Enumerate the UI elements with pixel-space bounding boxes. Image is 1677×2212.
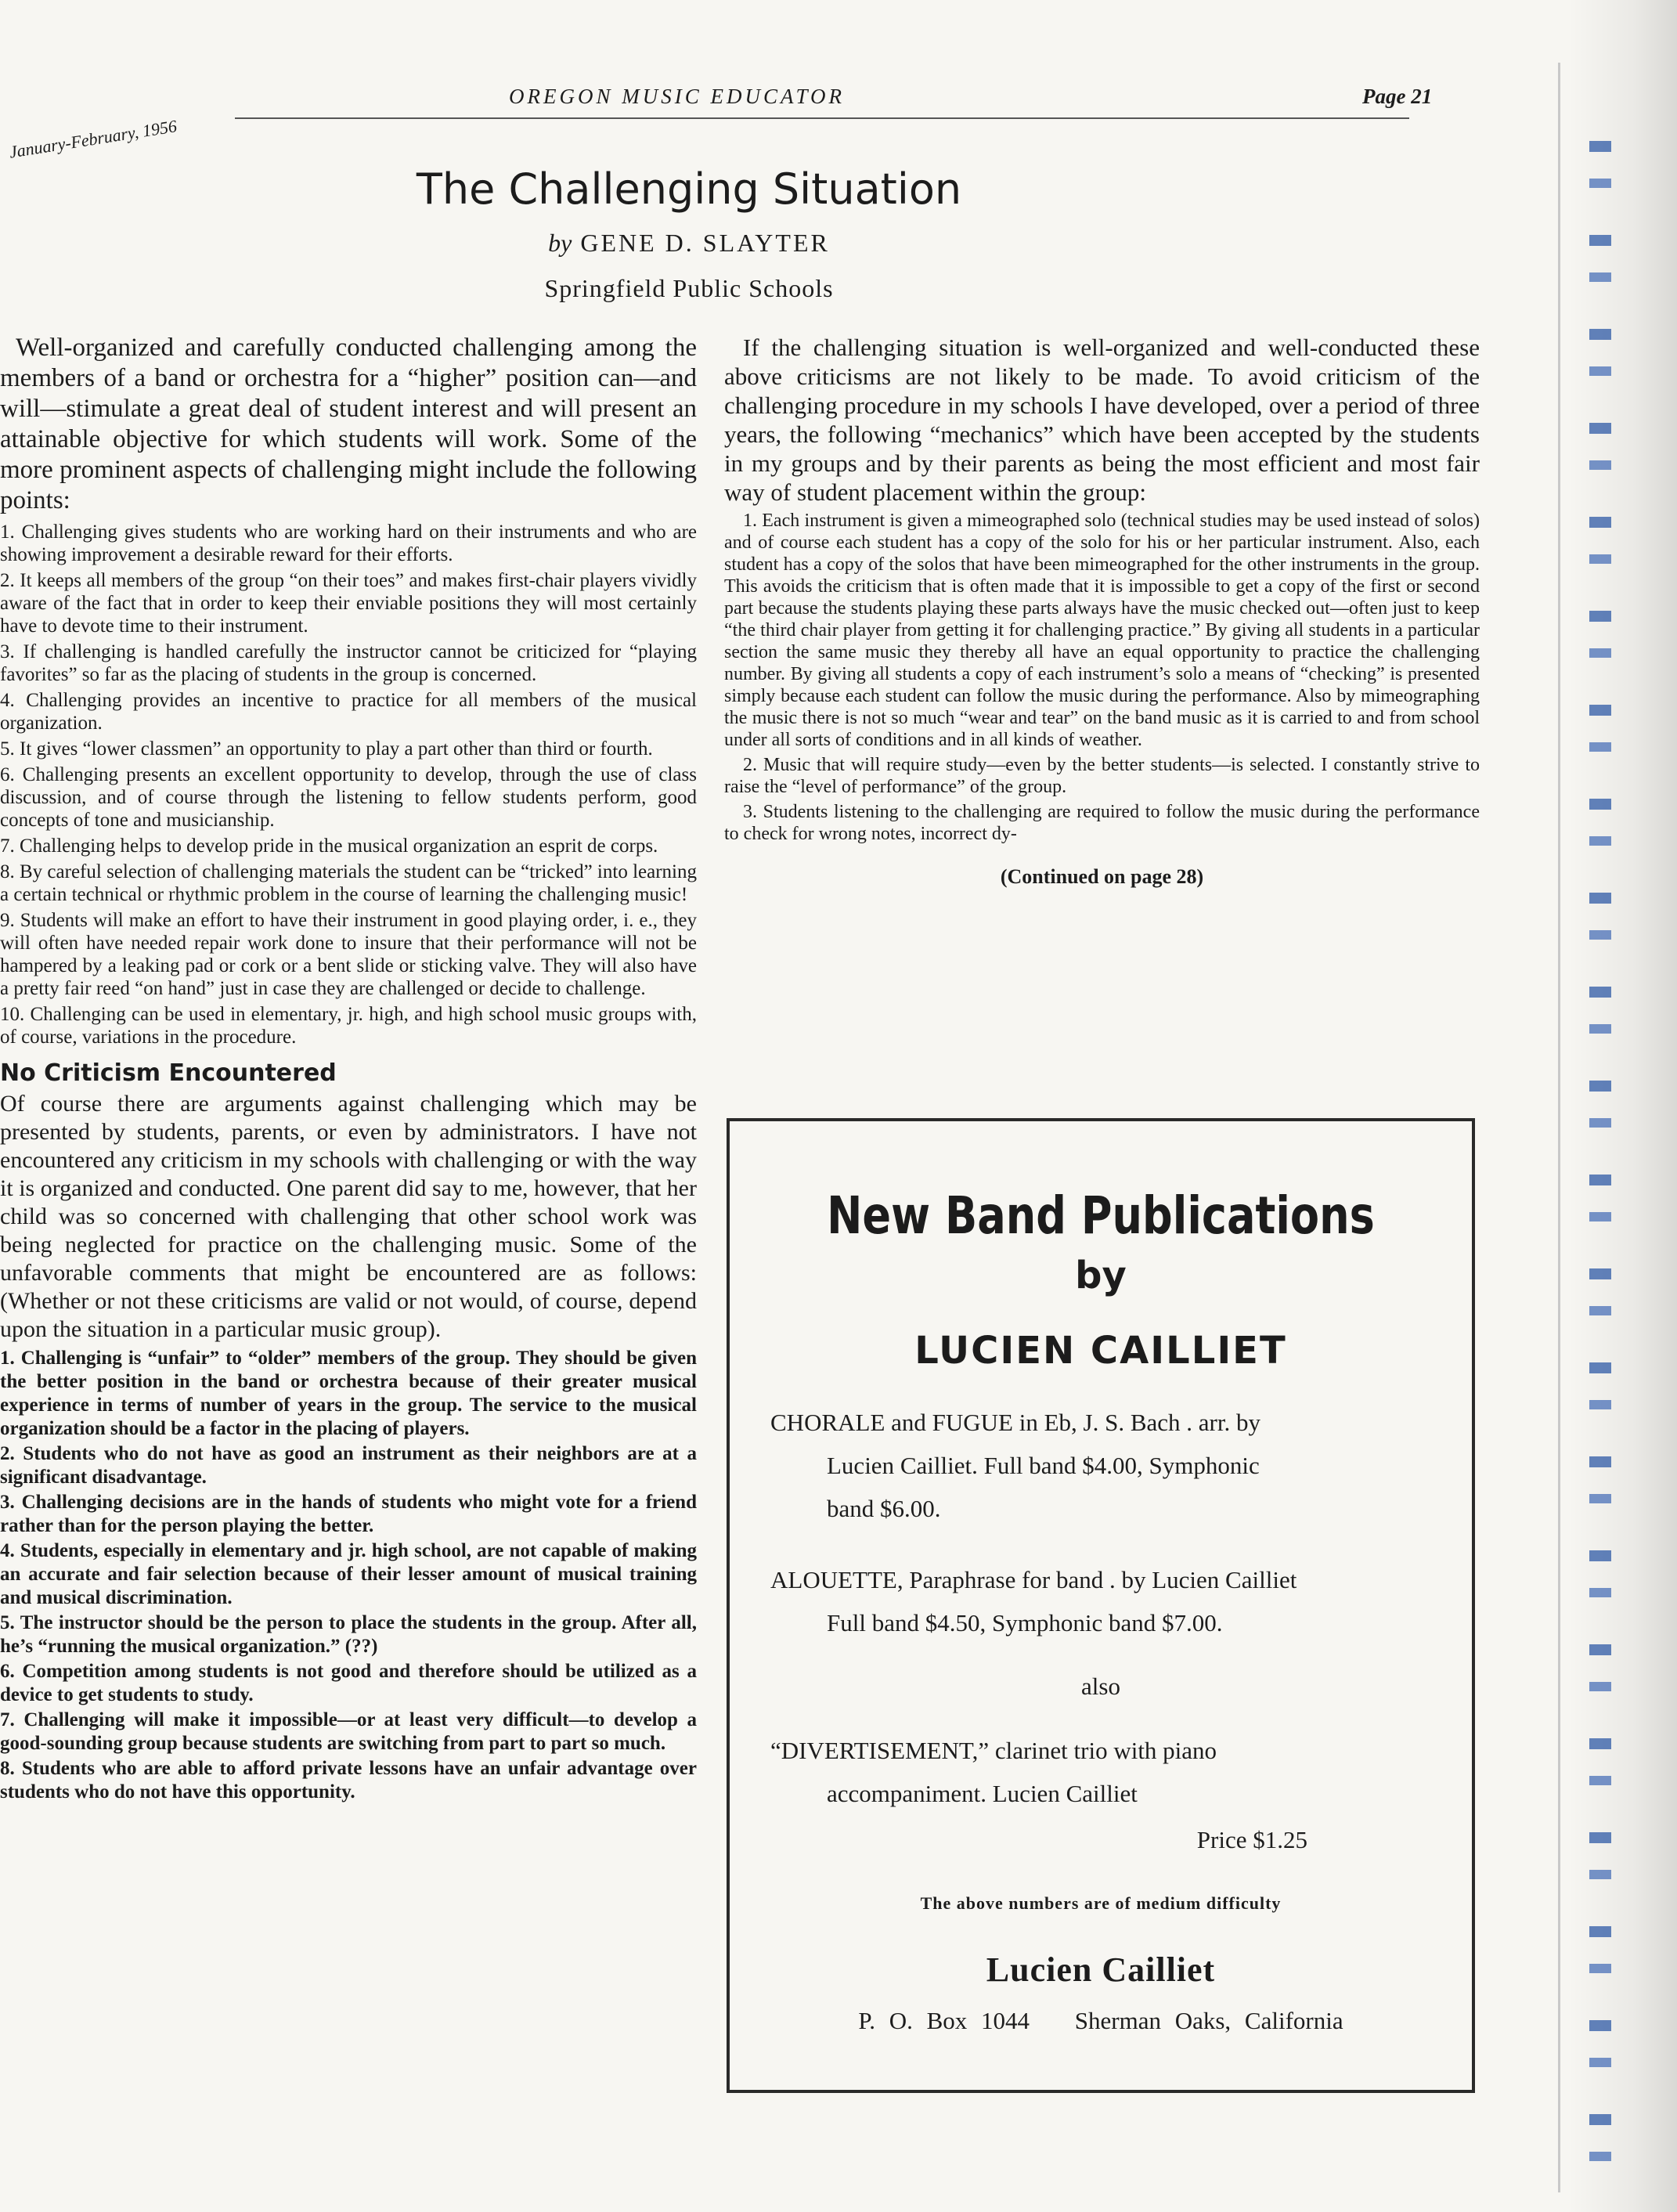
ad-item-line: accompaniment. Lucien Cailliet xyxy=(827,1780,1138,1807)
mechanics-item: 3. Students listening to the challenging are required to follow the music during the performance to check for wrong notes, incorrect dy- xyxy=(724,802,1480,844)
ad-address xyxy=(730,2007,1472,2035)
ad-by: by xyxy=(1075,1254,1127,1297)
objection-item: 2. Students who do not have as good an instrument as their neighbors are at a significant disadvantage. xyxy=(0,1443,697,1488)
ad-title: New Band Publications xyxy=(827,1185,1375,1246)
point-item: 7. Challenging helps to develop pride in the musical organization an esprit de corps. xyxy=(0,835,658,857)
byline xyxy=(298,229,1080,258)
issue-date: January-February, 1956 xyxy=(8,116,179,162)
point-item: 3. If challenging is handled carefully the instructor cannot be criticized for “playing favorites” so far as the placing of students in the group is concerned. xyxy=(0,641,697,685)
point-item: 10. Challenging can be used in elementary, jr. high, and high school music groups with, of course, variations in the procedure. xyxy=(0,1004,697,1048)
continued-note: (Continued on page 28) xyxy=(1000,865,1204,888)
section-subhead: No Criticism Encountered xyxy=(0,1059,337,1087)
adjacent-page-strip xyxy=(1589,141,1611,2177)
ad-item-divertisement xyxy=(770,1729,1441,1815)
ad-item-alouette xyxy=(770,1558,1441,1644)
intro-paragraph: Well-organized and carefully conducted challenging among the members of a band or orchestra for a “higher” position can—and will—stimulate a great deal of student interest and will present an attainable objective for which students will work. Some of the more prominent aspects of challenging might include the following points: xyxy=(0,334,697,514)
left-column xyxy=(0,333,697,1806)
page-gutter-line xyxy=(1558,63,1560,2192)
ad-po-box: P. O. Box 1044 xyxy=(858,2007,1030,2034)
objection-item: 7. Challenging will make it impossible—or at least very difficult—to develop a good-sounding group because students are switching from part to part so much. xyxy=(0,1709,697,1754)
advertisement-box xyxy=(727,1118,1475,2093)
point-item: 5. It gives “lower classmen” an opportunity to play a part other than third or fourth. xyxy=(0,738,653,760)
page-number: Page 21 xyxy=(1362,85,1433,108)
ad-item-line: Full band $4.50, Symphonic band $7.00. xyxy=(827,1609,1223,1636)
point-item: 2. It keeps all members of the group “on their toes” and makes first-chair players vividly aware of the fact that in order to keep their enviable positions they will most certainly have to devote time to their instrument. xyxy=(0,570,697,637)
point-item: 4. Challenging provides an incentive to practice for all members of the musical organization. xyxy=(0,690,697,734)
page-edge-shadow xyxy=(1567,0,1677,2212)
objection-item: 3. Challenging decisions are in the hands of students who might vote for a friend rather than for the person playing the better. xyxy=(0,1492,697,1536)
objection-item: 1. Challenging is “unfair” to “older” members of the group. They should be given the better position in the band or orchestra because of their greater musical experience in terms of number of years in the group. The service to the musical organization should be a factor in the placing of players. xyxy=(0,1348,697,1439)
point-item: 9. Students will make an effort to have their instrument in good playing order, i. e., they will often have needed repair work done to insure that their performance will not be hampered by a leaking pad or cork or a bent slide or sticking valve. They will also have a pretty fair reed “on hand” just in case they are challenged or decide to challenge. xyxy=(0,910,697,999)
right-column xyxy=(724,333,1480,889)
criticism-paragraph: Of course there are arguments against challenging which may be presented by students, parents, or even by administrators. I have not encountered any criticism in my schools with challenging or with the way it is organized and conducted. One parent did say to me, however, that her child was so concerned with challenging that other school work was being neglected for practice on the challenging music. Some of the unfavorable comments that might be encountered are as follows: (Whether or not these criticisms are valid or not would, of course, depend upon the situation in a particular music group). xyxy=(0,1091,697,1342)
ad-difficulty-note: The above numbers are of medium difficulty xyxy=(920,1893,1282,1913)
mechanics-intro: If the challenging situation is well-organized and well-conducted these above criticisms are not likely to be made. To avoid criticism of the challenging procedure in my schools I have developed, over a period of three years, the following “mechanics” which have been accepted by the students in my groups and by their parents as being the most efficient and most fair way of student placement within the group: xyxy=(724,334,1480,506)
objection-item: 8. Students who are able to afford private lessons have an unfair advantage over students who do not have this opportunity. xyxy=(0,1758,697,1802)
ad-item-line: band $6.00. xyxy=(827,1495,941,1522)
ad-item-line: CHORALE and FUGUE in Eb, J. S. Bach . arr. by xyxy=(770,1409,1260,1436)
ad-composer: LUCIEN CAILLIET xyxy=(914,1329,1287,1373)
ad-city: Sherman Oaks, California xyxy=(1074,2007,1343,2034)
ad-item-line: ALOUETTE, Paraphrase for band . by Lucien Cailliet xyxy=(770,1566,1297,1593)
header-rule xyxy=(235,117,1409,119)
ad-item-chorale xyxy=(770,1401,1441,1530)
ad-price: Price $1.25 xyxy=(1196,1826,1307,1853)
point-item: 1. Challenging gives students who are working hard on their instruments and who are showing improvement a desirable reward for their efforts. xyxy=(0,521,697,565)
ad-item-line: “DIVERTISEMENT,” clarinet trio with piano xyxy=(770,1737,1217,1764)
objection-item: 6. Competition among students is not good and therefore should be utilized as a device to get students to study. xyxy=(0,1661,697,1705)
point-item: 6. Challenging presents an excellent opportunity to develop, through the use of class discussion, and of course through the listening to fellow students perform, good concepts of tone and musicianship. xyxy=(0,764,697,831)
ad-item-line: Lucien Cailliet. Full band $4.00, Symphonic xyxy=(827,1452,1260,1479)
point-item: 8. By careful selection of challenging materials the student can be “tricked” into learning a certain technical or rhythmic problem in the course of learning the challenging music! xyxy=(0,861,697,905)
ad-publisher: Lucien Cailliet xyxy=(986,1950,1216,1989)
objection-item: 4. Students, especially in elementary and jr. high school, are not capable of making an accurate and fair selection because of their lesser amount of musical training and musical discrimination. xyxy=(0,1540,697,1608)
article-title: The Challenging Situation xyxy=(416,164,962,214)
mechanics-item: 2. Music that will require study—even by the better students—is selected. I constantly strive to raise the “level of performance” of the group. xyxy=(724,755,1480,797)
mechanics-item: 1. Each instrument is given a mimeographed solo (technical studies may be used instead of solos) and of course each student has a copy of the solo for his or her particular instrument. Also, each student has a copy of the solos that have been mimeographed for the other instruments in the group. This avoids the criticism that is often made that it is impossible to get a copy of the first or second part because the students playing these parts always have the music checked out—often just to keep “the third chair player from getting it for challenging practice.” By giving all students in a particular section the same music they thereby all have an equal opportunity to practice the challenging number. By giving all students a copy of each instrument’s solo a means of “checking” is presented simply because each student can follow the music during the performance. Also by mimeographing the music there is not so much “wear and tear” on the band music as it is carried to and from school under all sorts of conditions and in all kinds of weather. xyxy=(724,511,1480,750)
author-name: GENE D. SLAYTER xyxy=(580,229,830,257)
byline-prefix: by xyxy=(548,229,572,257)
running-head: OREGON MUSIC EDUCATOR xyxy=(509,85,845,108)
objection-item: 5. The instructor should be the person to place the students in the group. After all, he’s “running the musical organization.” (??) xyxy=(0,1612,697,1657)
ad-also: also xyxy=(1081,1673,1120,1700)
author-affiliation: Springfield Public Schools xyxy=(544,274,834,302)
